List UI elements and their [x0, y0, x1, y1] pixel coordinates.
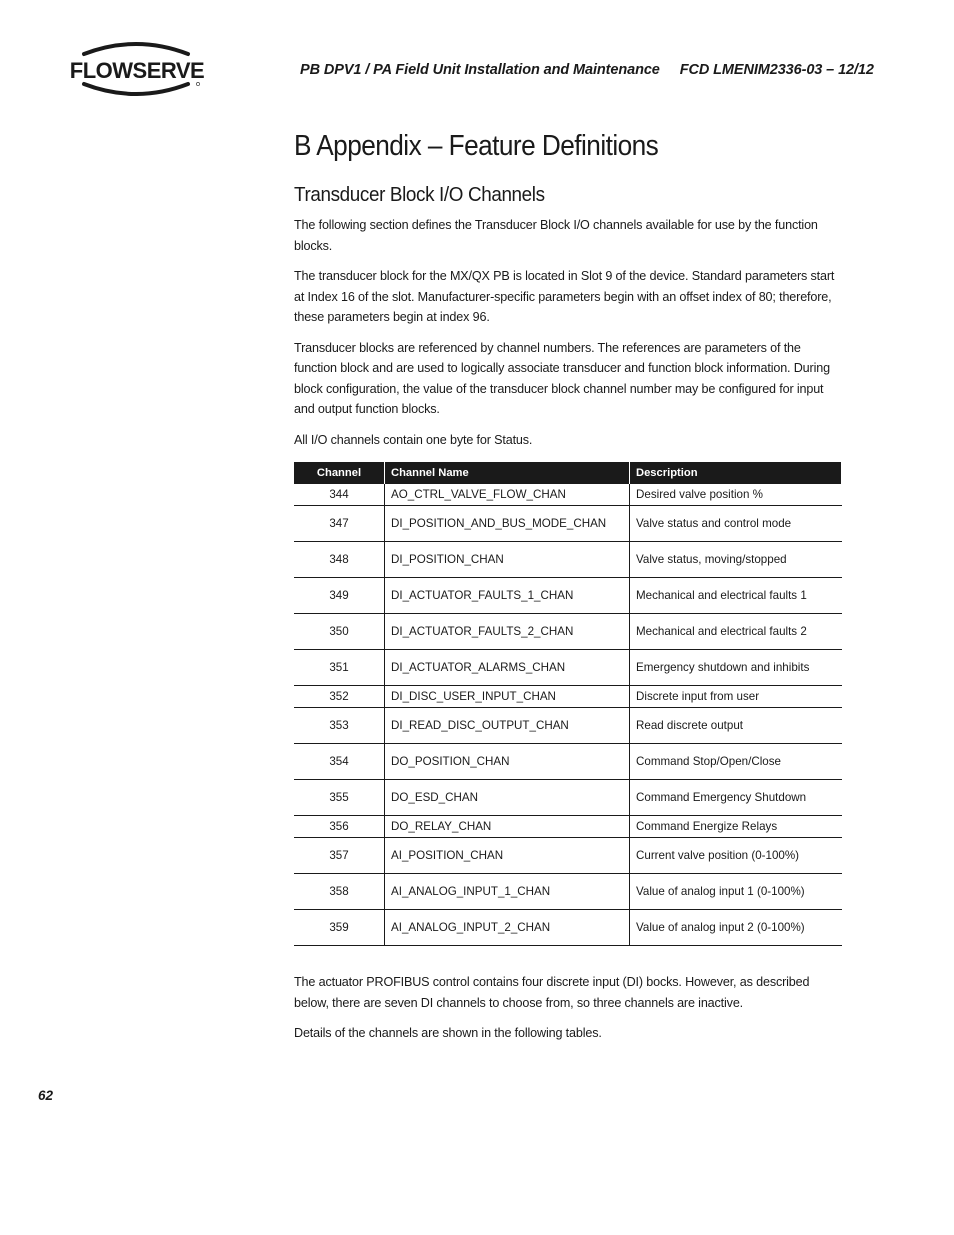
cell-channel: 354: [294, 744, 385, 780]
cell-channel: 351: [294, 650, 385, 686]
paragraph: Transducer blocks are referenced by channel numbers. The references are parameters of the function block and are used to logically associate transducer and function block information. During block configuration, the value of the transducer block channel number may be configured for input and output function blocks.: [294, 340, 830, 416]
brand-wordmark: FLOWSERVE: [69, 58, 205, 83]
paragraph: The following section defines the Transducer Block I/O channels available for use by the function blocks.: [294, 218, 818, 253]
table-header-row: [294, 462, 842, 484]
cell-channel-name: DI_ACTUATOR_ALARMS_CHAN: [385, 650, 630, 686]
cell-description: Value of analog input 1 (0-100%): [630, 874, 842, 910]
table-row: [294, 708, 842, 744]
paragraph: All I/O channels contain one byte for Status.: [294, 432, 533, 447]
cell-description: Command Emergency Shutdown: [630, 780, 842, 816]
flowserve-logo-mark: [66, 40, 208, 96]
main-content: [294, 130, 842, 1044]
header-doc-code: FCD LMENIM2336-03 – 12/12: [679, 62, 874, 78]
cell-description: Discrete input from user: [630, 686, 842, 708]
cell-channel-name: DI_DISC_USER_INPUT_CHAN: [385, 686, 630, 708]
cell-channel: 357: [294, 838, 385, 874]
cell-channel: 356: [294, 816, 385, 838]
cell-channel-name: AO_CTRL_VALVE_FLOW_CHAN: [385, 484, 630, 506]
table-row: [294, 838, 842, 874]
cell-channel-name: AI_ANALOG_INPUT_2_CHAN: [385, 910, 630, 946]
cell-channel: 355: [294, 780, 385, 816]
paragraph: The transducer block for the MX/QX PB is located in Slot 9 of the device. Standard parameters start at Index 16 of the slot. Manufacturer-specific parameters begin with an offset index of 80; therefore, these parameters begin at index 96.: [294, 269, 835, 324]
cell-channel: 349: [294, 578, 385, 614]
cell-channel: 350: [294, 614, 385, 650]
page-number: 62: [38, 1088, 54, 1103]
table-row: [294, 780, 842, 816]
running-header: [300, 62, 874, 78]
cell-channel: 348: [294, 542, 385, 578]
column-header-channel: Channel: [294, 462, 385, 484]
cell-description: Current valve position (0-100%): [630, 838, 842, 874]
cell-channel-name: DO_ESD_CHAN: [385, 780, 630, 816]
channel-table: [294, 462, 842, 946]
cell-description: Read discrete output: [630, 708, 842, 744]
cell-channel: 358: [294, 874, 385, 910]
table-row: [294, 506, 842, 542]
flowserve-logo: [66, 40, 208, 96]
column-header-description: Description: [630, 462, 842, 484]
cell-description: Emergency shutdown and inhibits: [630, 650, 842, 686]
cell-channel-name: DI_READ_DISC_OUTPUT_CHAN: [385, 708, 630, 744]
cell-channel-name: DI_ACTUATOR_FAULTS_1_CHAN: [385, 578, 630, 614]
table-row: [294, 744, 842, 780]
cell-channel-name: DI_ACTUATOR_FAULTS_2_CHAN: [385, 614, 630, 650]
table-row: [294, 874, 842, 910]
table-row: [294, 542, 842, 578]
table-body: [294, 484, 842, 946]
cell-description: Desired valve position %: [630, 484, 842, 506]
column-header-channel-name: Channel Name: [385, 462, 630, 484]
table-row: [294, 578, 842, 614]
cell-description: Mechanical and electrical faults 2: [630, 614, 842, 650]
table-row: [294, 484, 842, 506]
cell-channel: 353: [294, 708, 385, 744]
cell-channel: 344: [294, 484, 385, 506]
cell-description: Command Stop/Open/Close: [630, 744, 842, 780]
cell-channel-name: DO_RELAY_CHAN: [385, 816, 630, 838]
page-title: B Appendix – Feature Definitions: [294, 130, 659, 162]
paragraph: Details of the channels are shown in the following tables.: [294, 1026, 602, 1040]
section-heading: Transducer Block I/O Channels: [294, 183, 545, 206]
cell-channel-name: DO_POSITION_CHAN: [385, 744, 630, 780]
cell-channel: 359: [294, 910, 385, 946]
paragraph: The actuator PROFIBUS control contains four discrete input (DI) bocks. However, as described below, there are seven DI channels to choose from, so three channels are inactive.: [294, 975, 810, 1010]
cell-channel: 352: [294, 686, 385, 708]
cell-channel-name: AI_POSITION_CHAN: [385, 838, 630, 874]
table-row: [294, 650, 842, 686]
cell-description: Command Energize Relays: [630, 816, 842, 838]
table-row: [294, 910, 842, 946]
cell-channel-name: DI_POSITION_AND_BUS_MODE_CHAN: [385, 506, 630, 542]
cell-description: Value of analog input 2 (0-100%): [630, 910, 842, 946]
table-row: [294, 614, 842, 650]
cell-channel-name: DI_POSITION_CHAN: [385, 542, 630, 578]
cell-channel-name: AI_ANALOG_INPUT_1_CHAN: [385, 874, 630, 910]
header-doc-title: PB DPV1 / PA Field Unit Installation and Maintenance: [300, 62, 660, 78]
cell-channel: 347: [294, 506, 385, 542]
table-row: [294, 686, 842, 708]
cell-description: Valve status and control mode: [630, 506, 842, 542]
cell-description: Mechanical and electrical faults 1: [630, 578, 842, 614]
cell-description: Valve status, moving/stopped: [630, 542, 842, 578]
table-row: [294, 816, 842, 838]
